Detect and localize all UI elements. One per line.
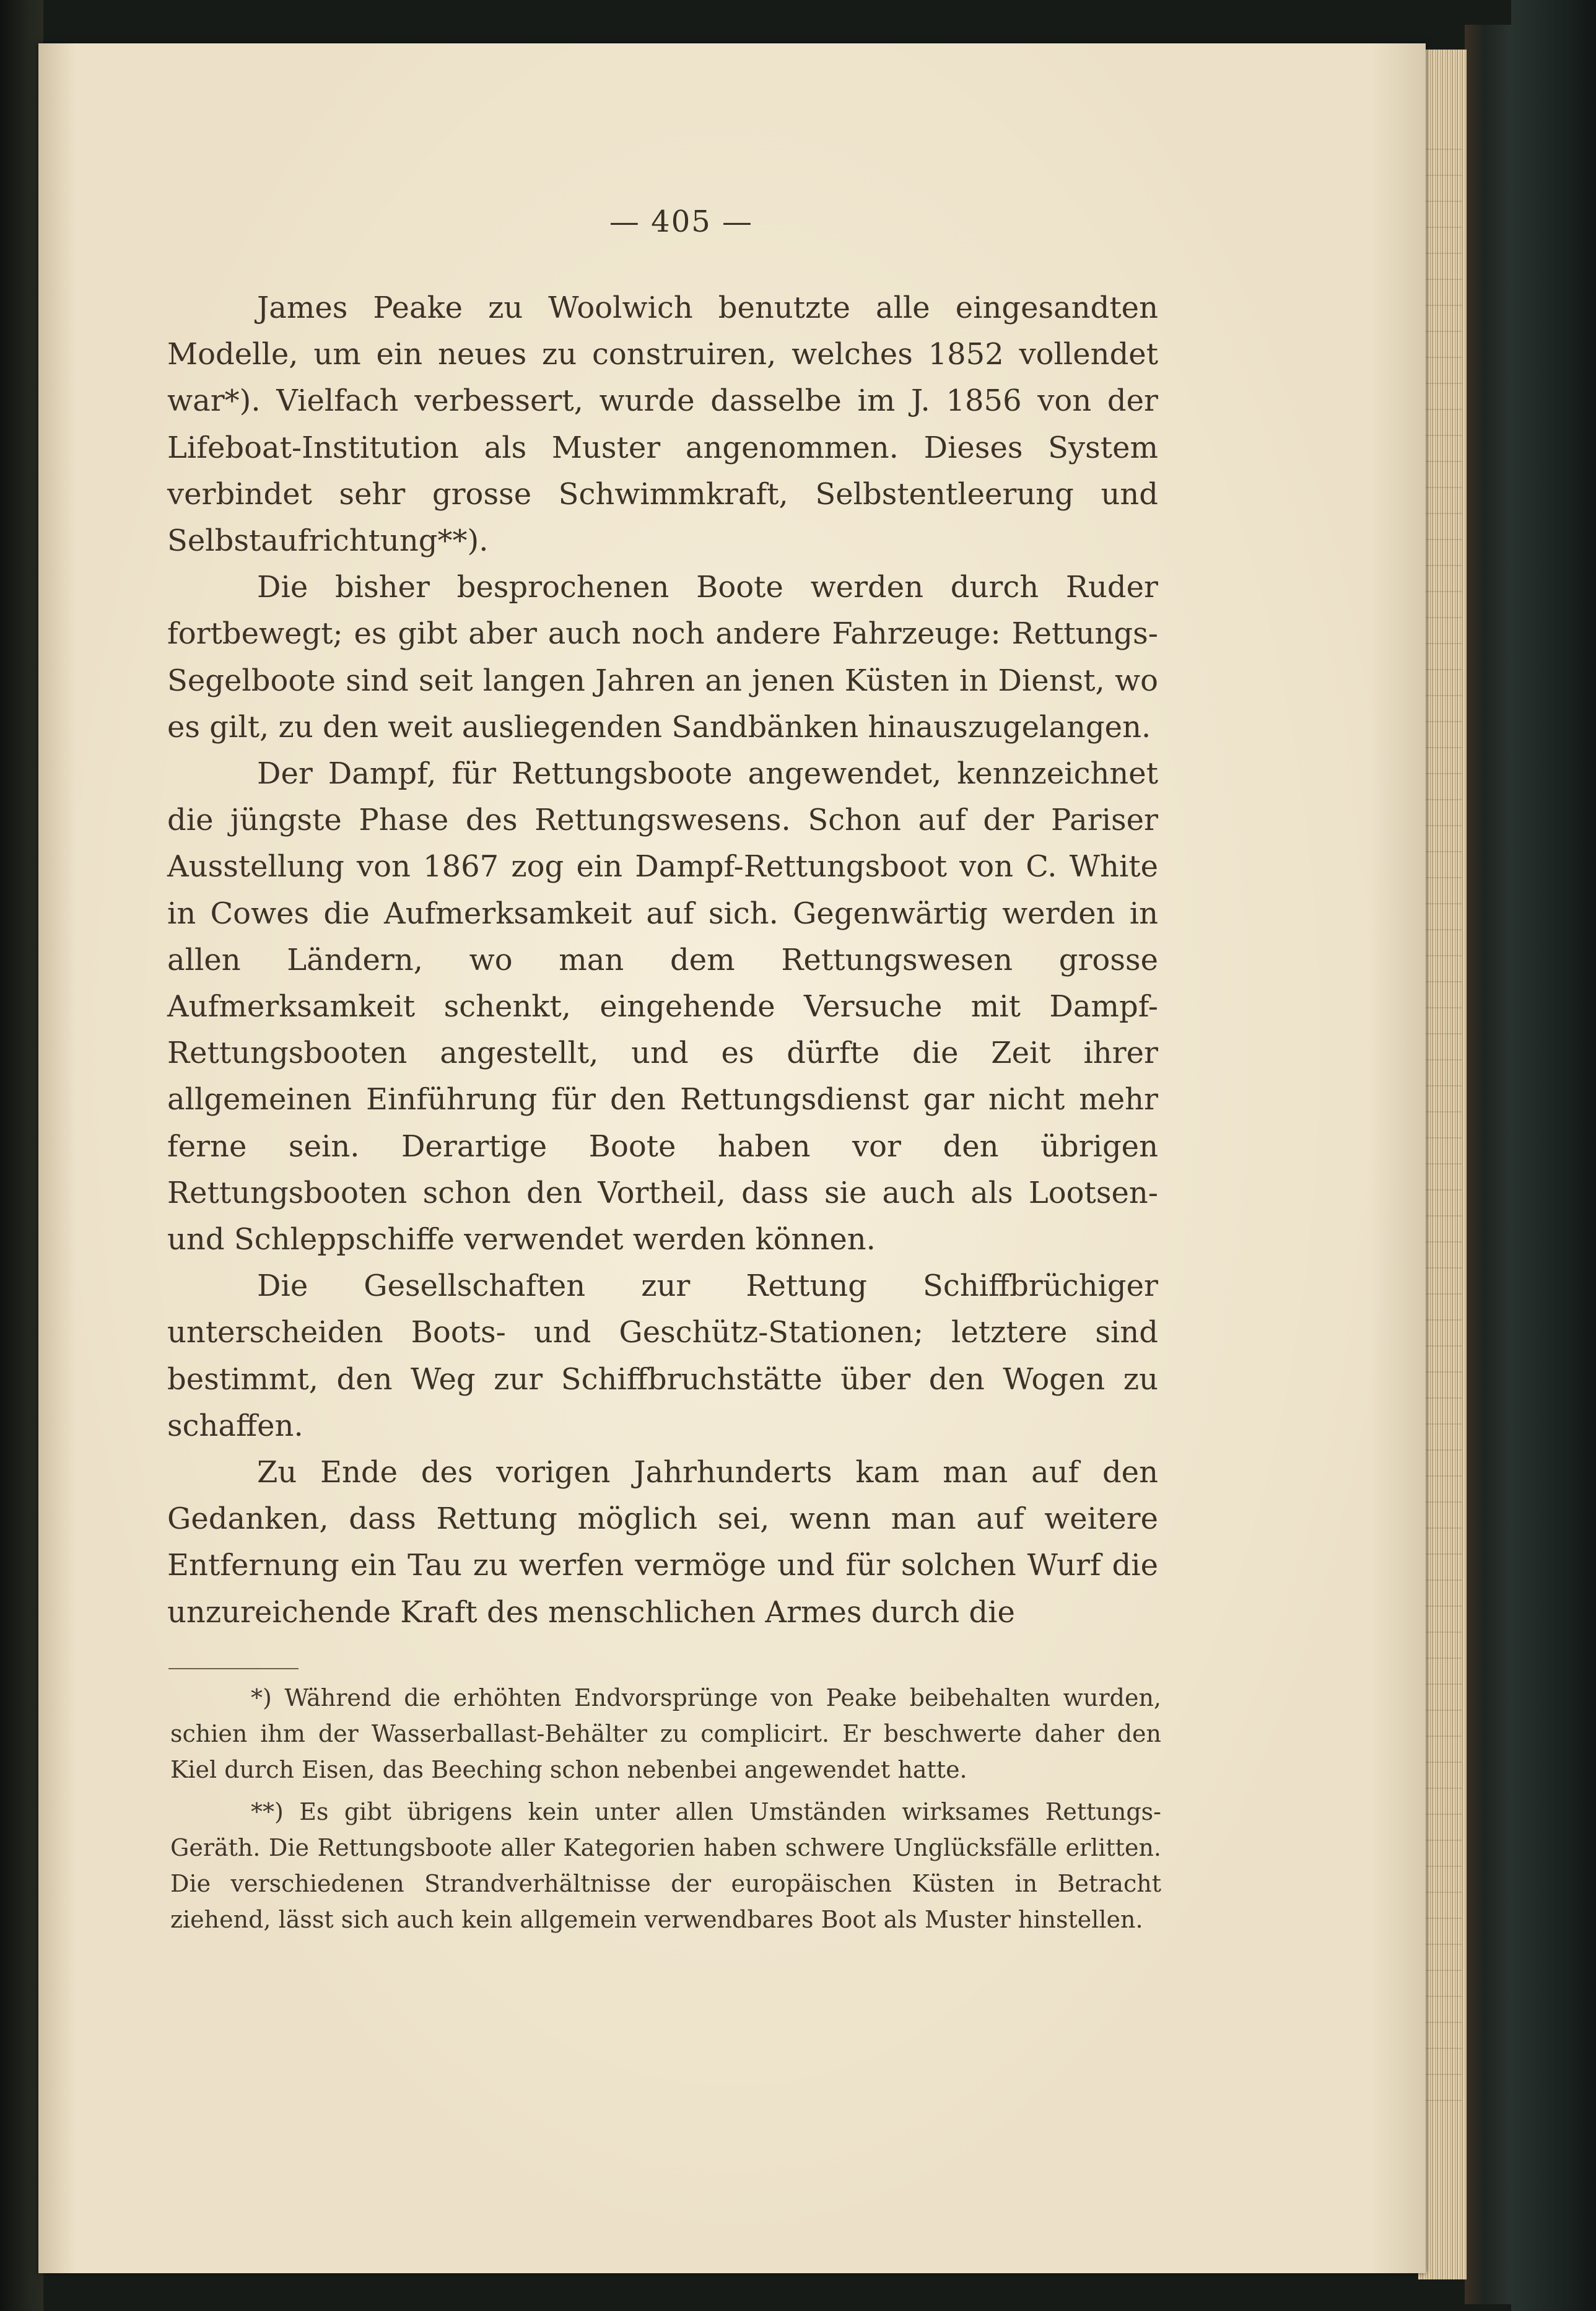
paragraph: Die bisher besprochenen Boote werden durch Ruder fortbewegt; es gibt aber auch noch andere Fahrzeuge: Rettungs-Segelboote sind seit langen Jahren an jenen Küsten in Dienst, wo es gilt, zu den weit ausliegenden Sandbänken hinauszugelangen. <box>167 570 1158 745</box>
paragraph: Zu Ende des vorigen Jahrhunderts kam man auf den Gedanken, dass Rettung möglich sei, wenn man auf weitere Entfernung ein Tau zu werfen vermöge und für solchen Wurf die unzureichende Kraft des menschlichen Armes durch die <box>167 1455 1158 1630</box>
footnotes <box>170 1680 1161 1944</box>
paragraph: Der Dampf, für Rettungsboote angewendet, kennzeichnet die jüngste Phase des Rettungswesens. Schon auf der Pariser Ausstellung von 1867 zog ein Dampf-Rettungsboot von C. White in Cowes die Aufmerksamkeit auf sich. Gegenwärtig werden in allen Ländern, wo man dem Rettungswesen grosse Aufmerksamkeit schenkt, eingehende Versuche mit Dampf-Rettungsbooten angestellt, und es dürfte die Zeit ihrer allgemeinen Einführung für den Rettungsdienst gar nicht mehr ferne sein. Derartige Boote haben vor den übrigen Rettungsbooten schon den Vortheil, dass sie auch als Lootsen- und Schleppschiffe verwendet werden können. <box>167 756 1158 1257</box>
page-number: — 405 — <box>609 204 754 239</box>
footnote: *) Während die erhöhten Endvorsprünge von Peake beibehalten wurden, schien ihm der Wasserballast-Behälter zu complicirt. Er beschwerte daher den Kiel durch Eisen, das Beeching schon nebenbei angewendet hatte. <box>170 1684 1161 1783</box>
footnote-rule <box>168 1668 299 1669</box>
paragraph: James Peake zu Woolwich benutzte alle eingesandten Modelle, um ein neues zu construiren, welches 1852 vollendet war*). Vielfach verbessert, wurde dasselbe im J. 1856 von der Lifeboat-Institution als Muster angenommen. Dieses System verbindet sehr grosse Schwimmkraft, Selbstentleerung und Selbstaufrichtung**). <box>167 291 1158 559</box>
main-text <box>167 285 1158 1636</box>
scanner-left-edge <box>0 0 43 2311</box>
book-cover-edge <box>1511 0 1596 2311</box>
book-spine-shadow <box>1465 25 1514 2304</box>
footnote: **) Es gibt übrigens kein unter allen Umständen wirksames Rettungs-Geräth. Die Rettungsboote aller Kategorien haben schwere Unglücksfälle erlitten. Die verschiedenen Strandverhältnisse der europäischen Küsten in Betracht ziehend, lässt sich auch kein allgemein verwendbares Boot als Muster hinstellen. <box>170 1798 1161 1933</box>
page-edge-texture <box>1422 124 1462 2106</box>
paragraph: Die Gesellschaften zur Rettung Schiffbrüchiger unterscheiden Boots- und Geschütz-Stationen; letztere sind bestimmt, den Weg zur Schiffbruchstätte über den Wogen zu schaffen. <box>167 1269 1158 1443</box>
